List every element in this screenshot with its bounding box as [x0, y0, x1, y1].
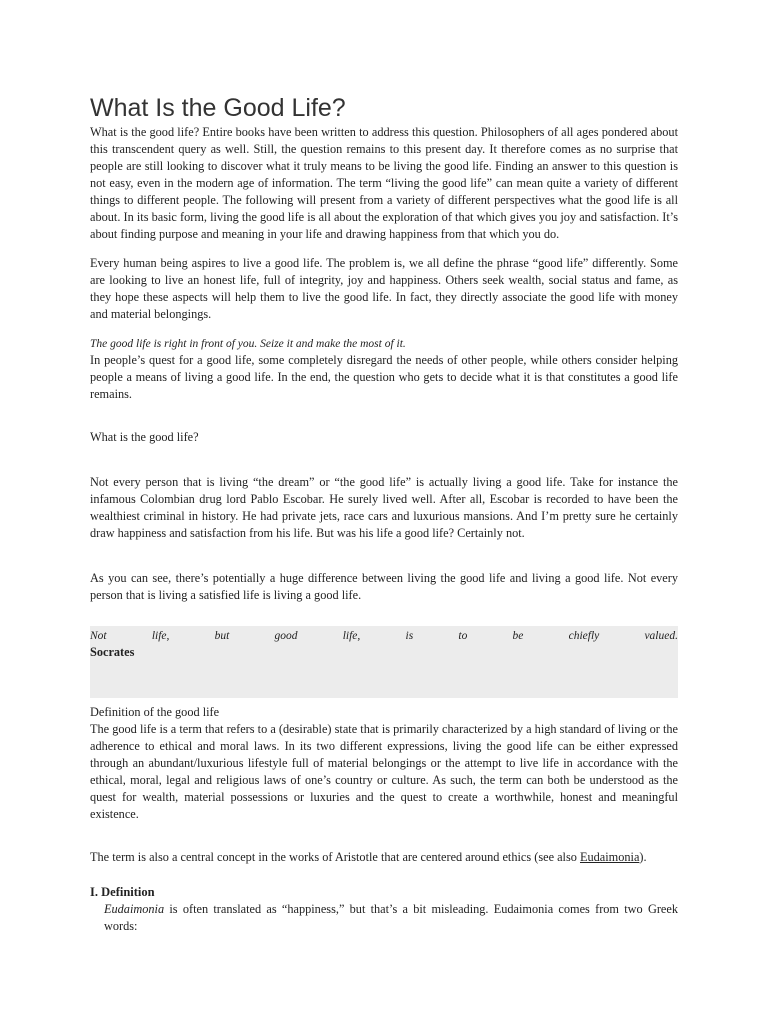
paragraph-aristotle: [90, 849, 678, 866]
paragraph-aspires: Every human being aspires to live a good life. The problem is, we all define the phrase “good life” differently. Some are looking to live an honest life, full of integrity, joy and happiness. Others seek wealth, social status and fame, as they hope these aspects will help them to live the good life. In fact, they directly associate the good life with money and material belongings.: [90, 256, 678, 321]
eudaimonia-term: Eudaimonia: [104, 902, 165, 916]
paragraph-eudaimonia: [90, 901, 678, 935]
image-caption: The good life is right in front of you. Seize it and make the most of it.: [90, 338, 406, 350]
definition-heading: Definition of the good life: [90, 705, 220, 719]
quote-word: but: [214, 630, 230, 642]
quote-word: life,: [342, 630, 361, 642]
paragraph-definition: The good life is a term that refers to a (desirable) state that is primarily characterized by a high standard of living or the adherence to ethical and moral laws. In its two different expressions, living the good life can be either expressed through an abundant/luxurious lifestyle full of material belongings or the attempt to live life in accordance with the ethical, moral, legal and religious laws of one’s country or culture. As such, the term can both be understood as the quest for wealth, material possessions or luxuries and the quest to create a worthwhile, honest and meaningful existence.: [90, 722, 678, 821]
paragraph-intro: What is the good life? Entire books have been written to address this question. Philosophers of all ages pondered about this transcendent query as well. Still, the question remains to this present day. It therefore comes as no surprise that people are still looking to discover what it truly means to be living the good life. Finding an answer to this question is not easy, even in the modern age of information. The term “living the good life” can mean quite a variety of different things to different people. The following will present from a variety of different perspectives what the good life is all about. In its basic form, living the good life is all about the exploration of that which gives you joy and satisfaction. It’s about finding purpose and meaning in your life and drawing happiness from that which you do.: [90, 125, 678, 241]
quote-word: chiefly: [568, 630, 600, 642]
aristotle-text: The term is also a central concept in the works of Aristotle that are centered around ethics (see also: [90, 850, 580, 864]
article: [90, 92, 678, 935]
paragraph-difference: As you can see, there’s potentially a huge difference between living the good life and living a good life. Not every person that is living a satisfied life is living a good life.: [90, 571, 678, 602]
quote-word: is: [405, 630, 414, 642]
quote-author: Socrates: [90, 645, 135, 659]
eudaimonia-text: is often translated as “happiness,” but that’s a bit misleading. Eudaimonia comes from two Greek words:: [104, 902, 678, 933]
eudaimonia-link[interactable]: Eudaimonia: [579, 850, 640, 864]
quote-word: Not: [90, 630, 107, 642]
paragraph-quest: In people’s quest for a good life, some completely disregard the needs of other people, while others consider helping people a means of living a good life. In the end, the question who gets to decide what it is that constitutes a good life remains.: [90, 353, 678, 401]
quote-word: to: [458, 630, 468, 642]
paragraph-question: What is the good life?: [90, 430, 199, 444]
quote-word: life,: [151, 630, 170, 642]
quote-text: [90, 628, 678, 644]
quote-word: good: [274, 630, 298, 642]
quote-word: be: [512, 630, 524, 642]
quote-word: valued.: [644, 630, 678, 642]
aristotle-text-end: ).: [639, 850, 647, 864]
page-title: What Is the Good Life?: [90, 94, 346, 122]
section-title-definition: I. Definition: [90, 885, 155, 899]
paragraph-escobar: Not every person that is living “the dream” or “the good life” is actually living a good life. Take for instance the infamous Colombian drug lord Pablo Escobar. He surely lived well. After all, Escobar is recorded to have been the wealthiest criminal in history. He had private jets, race cars and luxurious mansions. And I’m pretty sure he certainly draw happiness and satisfaction from his life. But was his life a good life? Certainly not.: [90, 475, 678, 540]
quote-block: [90, 626, 678, 698]
